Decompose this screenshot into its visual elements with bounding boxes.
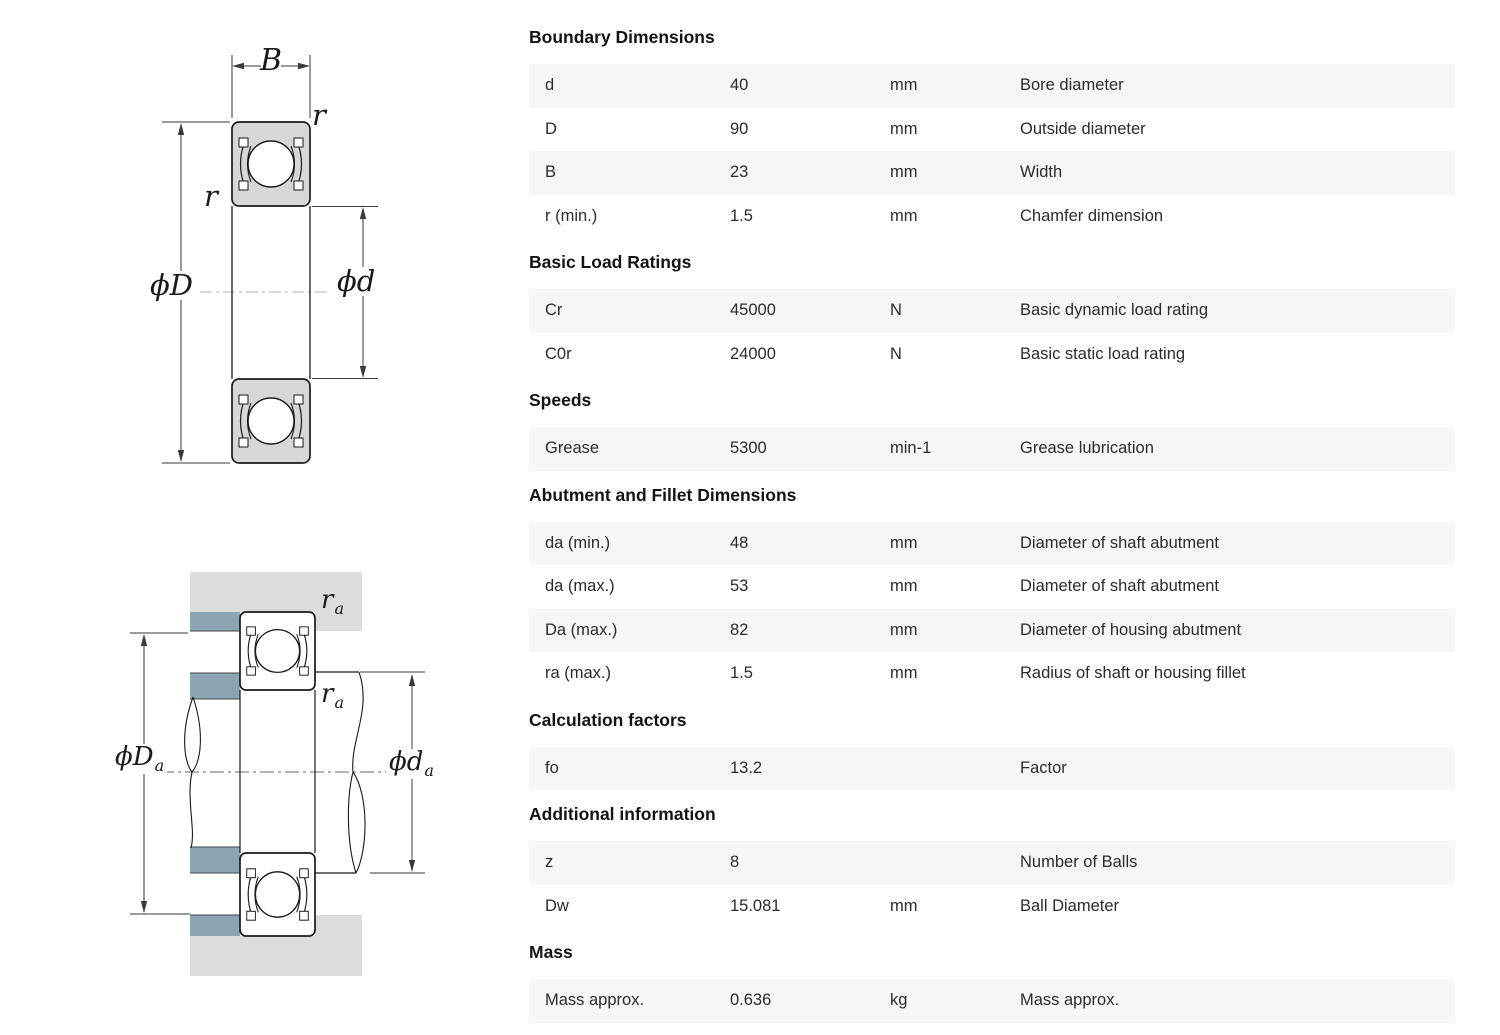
- arrow-right-icon: [298, 63, 310, 70]
- table-row: [529, 609, 1455, 653]
- col-value: 13.2: [730, 758, 763, 777]
- col-desc: Ball Diameter: [1020, 896, 1120, 915]
- spec-table: [529, 64, 1455, 238]
- table-row: [529, 841, 1455, 885]
- housing-abutment-block: [190, 612, 240, 631]
- col-value: 90: [730, 119, 749, 138]
- col-desc: Number of Balls: [1020, 853, 1138, 872]
- shaft-abutment-block: [190, 847, 240, 873]
- table-row: [529, 522, 1455, 566]
- arrow-down-icon: [178, 450, 184, 462]
- col-desc: Diameter of housing abutment: [1020, 620, 1242, 639]
- table-row: [529, 979, 1455, 1023]
- shaft-break-line: [190, 772, 192, 848]
- table-row: [529, 652, 1455, 696]
- shaft-abutment-block: [190, 673, 240, 699]
- arrow-down-icon: [360, 366, 366, 378]
- col-label: D: [545, 119, 557, 138]
- col-label: da (min.): [545, 533, 611, 552]
- section-title: Mass: [529, 942, 573, 962]
- spec-table: [529, 841, 1455, 928]
- col-label: d: [545, 76, 555, 95]
- shaft-break-line: [353, 772, 365, 873]
- arrow-left-icon: [232, 63, 244, 70]
- col-desc: Factor: [1020, 758, 1067, 777]
- section-title: Calculation factors: [529, 709, 687, 730]
- col-desc: Chamfer dimension: [1020, 206, 1164, 225]
- col-label: Da (max.): [545, 620, 618, 639]
- col-desc: Diameter of shaft abutment: [1020, 533, 1220, 552]
- col-label: B: [545, 163, 557, 182]
- arrow-down-icon: [409, 860, 415, 872]
- table-row: [529, 151, 1455, 195]
- table-row: [529, 289, 1455, 333]
- dim-label-shaft-fillet: $r_a$: [321, 679, 345, 713]
- col-desc: Basic dynamic load rating: [1020, 301, 1209, 320]
- table-row: [529, 747, 1455, 791]
- spec-table: [529, 979, 1455, 1023]
- dim-label-width: B: [259, 43, 283, 78]
- table-row: [529, 195, 1455, 239]
- arrow-up-icon: [360, 207, 366, 219]
- col-desc: Diameter of shaft abutment: [1020, 577, 1220, 596]
- shaft-break-line: [185, 697, 193, 772]
- table-row: [529, 885, 1455, 929]
- col-desc: Outside diameter: [1020, 119, 1146, 138]
- col-value: 23: [730, 163, 749, 182]
- shaft-break-line: [353, 672, 363, 772]
- bearing-mounting-diagram: [120, 555, 470, 1015]
- col-value: 15.081: [730, 896, 781, 915]
- col-value: 53: [730, 577, 749, 596]
- col-label: C0r: [545, 344, 572, 363]
- col-label: r (min.): [545, 206, 598, 225]
- spec-sections: [529, 0, 1455, 1023]
- col-unit: mm: [890, 76, 918, 95]
- col-unit: N: [890, 301, 902, 320]
- arrow-up-icon: [409, 674, 415, 686]
- shaft-break-line: [192, 697, 200, 772]
- housing-abutment-block: [190, 915, 240, 936]
- dim-label-outer-diameter: ϕD: [147, 271, 196, 300]
- col-label: Dw: [545, 896, 569, 915]
- spec-table: [529, 289, 1455, 376]
- shaft-break-line: [348, 772, 356, 873]
- housing-section: [190, 936, 362, 976]
- col-desc: Width: [1020, 163, 1063, 182]
- col-value: 40: [730, 76, 749, 95]
- col-unit: mm: [890, 577, 918, 596]
- col-desc: Grease lubrication: [1020, 439, 1154, 458]
- dim-label-bore-diameter: ϕd: [334, 267, 378, 296]
- table-row: [529, 333, 1455, 377]
- col-label: da (max.): [545, 577, 615, 596]
- col-unit: mm: [890, 206, 918, 225]
- col-desc: Bore diameter: [1020, 76, 1124, 95]
- dim-label-housing-fillet: $r_a$: [321, 585, 345, 619]
- col-value: 48: [730, 533, 749, 552]
- col-unit: kg: [890, 991, 908, 1010]
- col-desc: Basic static load rating: [1020, 344, 1186, 363]
- col-label: Grease: [545, 439, 600, 458]
- section-title: Basic Load Ratings: [529, 252, 692, 272]
- col-unit: mm: [890, 620, 918, 639]
- col-value: 1.5: [730, 664, 753, 683]
- col-label: Mass approx.: [545, 991, 645, 1010]
- col-label: z: [545, 853, 554, 872]
- col-unit: min-1: [890, 439, 932, 458]
- col-unit: N: [890, 344, 902, 363]
- col-unit: mm: [890, 533, 918, 552]
- col-label: Cr: [545, 301, 563, 320]
- table-row: [529, 565, 1455, 609]
- dim-label-chamfer-top-right: r: [312, 98, 326, 132]
- col-value: 0.636: [730, 991, 772, 1010]
- housing-section: [315, 915, 362, 936]
- section-title: Additional information: [529, 804, 716, 824]
- col-value: 1.5: [730, 206, 753, 225]
- arrow-up-icon: [141, 634, 147, 646]
- spec-table: [529, 522, 1455, 696]
- col-unit: mm: [890, 896, 918, 915]
- col-desc: Radius of shaft or housing fillet: [1020, 664, 1246, 683]
- spec-table: [529, 427, 1455, 471]
- col-value: 5300: [730, 439, 767, 458]
- col-unit: mm: [890, 119, 918, 138]
- dim-label-chamfer-left: r: [204, 179, 218, 213]
- section-title: Abutment and Fillet Dimensions: [529, 484, 797, 505]
- col-desc: Mass approx.: [1020, 991, 1120, 1010]
- dim-label-shaft-abutment-diameter: $\phi d_a$: [386, 749, 437, 779]
- dim-label-housing-abutment-diameter: $\phi D_a$: [112, 744, 167, 774]
- spec-table: [529, 747, 1455, 791]
- table-row: [529, 108, 1455, 152]
- col-unit: mm: [890, 664, 918, 683]
- col-label: fo: [545, 758, 559, 777]
- arrow-down-icon: [141, 901, 147, 913]
- col-value: 45000: [730, 301, 776, 320]
- col-value: 8: [730, 853, 740, 872]
- section-title: Speeds: [529, 390, 592, 410]
- arrow-up-icon: [178, 123, 184, 135]
- col-label: ra (max.): [545, 664, 611, 683]
- section-title: Boundary Dimensions: [529, 27, 715, 47]
- bearing-cross-section-diagram: [120, 30, 470, 490]
- table-row: [529, 64, 1455, 108]
- col-value: 82: [730, 620, 749, 639]
- col-unit: mm: [890, 163, 918, 182]
- table-row: [529, 427, 1455, 471]
- col-value: 24000: [730, 344, 776, 363]
